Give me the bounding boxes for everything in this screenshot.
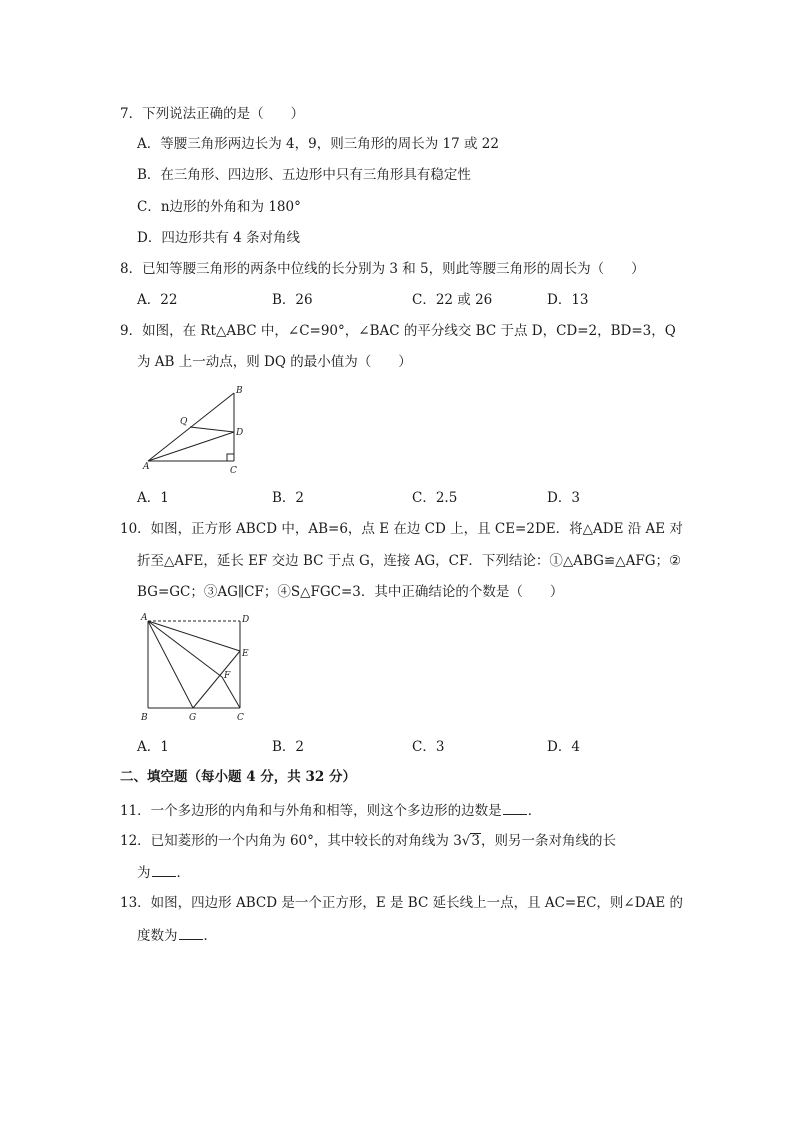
q11-stem: 11．一个多边形的内角和与外角和相等，则这个多边形的边数是 [120, 803, 502, 819]
q12-stem-b: ，则另一条对角线的长 [480, 833, 616, 849]
q8-stem: 8．已知等腰三角形的两条中位线的长分别为 3 和 5，则此等腰三角形的周长为（ ） [120, 261, 645, 277]
q8-option-d: D．13 [547, 292, 589, 308]
q9-segment-ad [148, 432, 234, 461]
q8-option-a: A．22 [137, 292, 178, 308]
q10-segment-eg [193, 651, 240, 708]
q10-label-f: F [224, 671, 231, 681]
q9-option-d: D．3 [547, 490, 580, 506]
q7-stem: 7．下列说法正确的是（ ） [120, 106, 305, 122]
q10-option-b: B．2 [272, 739, 305, 755]
q12-stem-a: 12．已知菱形的一个内角为 60°，其中较长的对角线为 3 [120, 833, 462, 849]
q10-label-e: E [242, 649, 249, 659]
q9-label-q: Q [180, 417, 188, 427]
q7-option-a: A．等腰三角形两边长为 4，9，则三角形的周长为 17 或 22 [137, 136, 499, 152]
q10-label-b: B [141, 713, 148, 723]
q10-label-d: D [242, 615, 250, 625]
q9-option-c: C．2.5 [412, 490, 458, 506]
q9-label-c: C [230, 466, 237, 476]
q12-answer-blank[interactable] [152, 863, 176, 877]
q10-segment-ag [148, 621, 193, 708]
q10-stem-line3: BG=GC；③AG∥CF；④S△FGC=3．其中正确结论的个数是（ ） [137, 584, 564, 600]
q10-stem-line2: 折至△AFE，延长 EF 交边 BC 于点 G，连接 AG，CF．下列结论：①△ABG≌△AFG；② [137, 553, 682, 569]
q12-line2 [137, 863, 190, 882]
q12-sqrt-sign: √ [461, 833, 471, 849]
q9-option-b: B．2 [272, 490, 305, 506]
q10-segment-af [148, 621, 222, 677]
q12-line1 [120, 832, 616, 850]
q12-line2-text: 为 [137, 865, 151, 881]
q13-line1: 13．如图，四边形 ABCD 是一个正方形，E 是 BC 延长线上一点，且 AC=EC，则∠DAE 的 [120, 895, 683, 911]
q12-end: ． [176, 865, 190, 881]
q9-stem-line1: 9．如图，在 Rt△ABC 中，∠C=90°，∠BAC 的平分线交 BC 于点 D，CD=2，BD=3，Q [120, 323, 676, 339]
q13-line2-text: 度数为 [137, 928, 178, 944]
section-title-fill-in: 二、填空题（每小题 4 分，共 32 分） [120, 769, 356, 785]
q11-end: ． [527, 803, 542, 819]
q10-segment-cf [222, 677, 240, 708]
q9-label-a: A [143, 462, 150, 472]
q13-answer-blank[interactable] [179, 926, 203, 940]
q9-label-d: D [236, 428, 244, 438]
q7-option-d: D．四边形共有 4 条对角线 [137, 230, 300, 246]
q13-end: ． [203, 928, 217, 944]
q10-label-c: C [237, 713, 244, 723]
q7-option-c: C．n边形的外角和为 180° [137, 199, 301, 215]
q9-right-angle-mark [227, 454, 234, 461]
q10-stem-line1: 10．如图，正方形 ABCD 中，AB=6，点 E 在边 CD 上，且 CE=2DE．将△ADE 沿 AE 对 [120, 521, 683, 537]
q8-option-b: B．26 [272, 292, 313, 308]
q7-option-b: B．在三角形、四边形、五边形中只有三角形具有稳定性 [137, 167, 471, 183]
q9-figure [135, 380, 255, 480]
q8-option-c: C．22 或 26 [412, 292, 493, 308]
q9-label-b: B [236, 386, 243, 396]
q13-line2 [137, 926, 217, 945]
q9-segment-qd [190, 427, 234, 432]
q10-label-g: G [189, 713, 197, 723]
q10-option-c: C．3 [412, 739, 445, 755]
q11-answer-blank[interactable] [503, 801, 527, 815]
q9-stem-line2: 为 AB 上一动点，则 DQ 的最小值为（ ） [137, 354, 412, 370]
q10-label-a: A [141, 613, 148, 623]
q12-sqrt-value: 3 [471, 833, 480, 849]
q10-segment-ae [148, 621, 240, 651]
q10-option-a: A．1 [137, 739, 169, 755]
q10-figure [135, 608, 265, 728]
q9-option-a: A．1 [137, 490, 169, 506]
q10-option-d: D．4 [547, 739, 580, 755]
q11-text [120, 801, 541, 820]
